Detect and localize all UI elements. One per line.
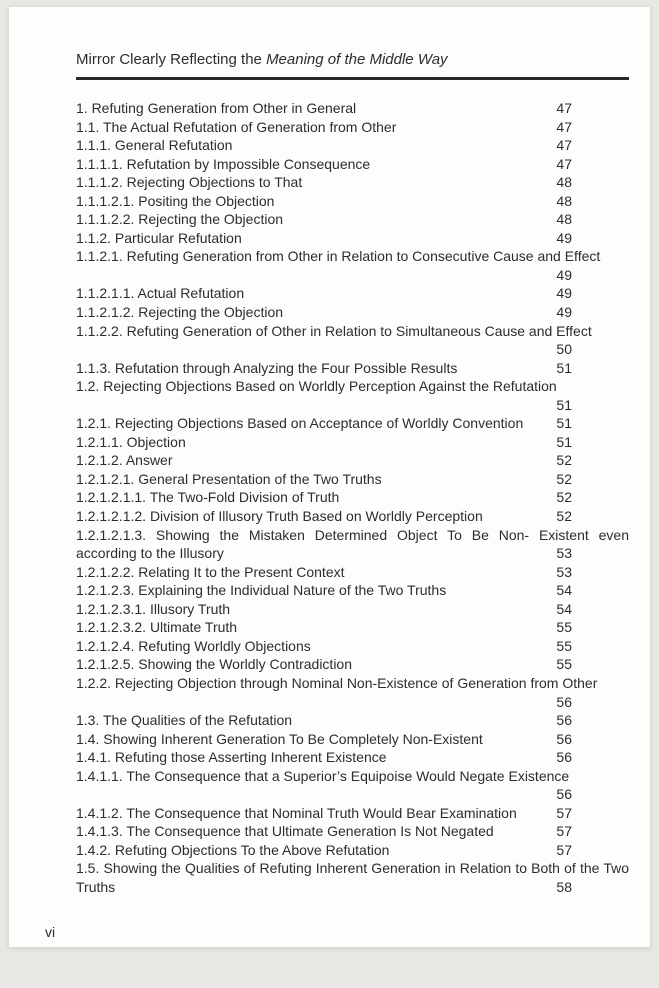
- toc-entry-page: 52: [556, 489, 572, 506]
- running-header-text: Mirror Clearly Reflecting the: [76, 51, 267, 68]
- toc-entry-page: 47: [556, 137, 572, 154]
- toc-entry: [76, 136, 629, 155]
- toc-entry: [76, 563, 629, 582]
- toc-entry: [76, 247, 629, 284]
- toc-entry-page: 47: [556, 100, 572, 116]
- toc-entry-page: 55: [556, 637, 572, 654]
- toc-entry: [76, 618, 629, 637]
- toc-entry: [76, 377, 629, 414]
- toc-entry-page: 48: [556, 211, 572, 228]
- toc-entry-page: 54: [556, 600, 572, 617]
- toc-entry-page: 52: [556, 470, 572, 487]
- toc-entry: [76, 637, 629, 656]
- toc-entry: [76, 433, 629, 452]
- toc-entry: [76, 173, 629, 192]
- toc-entry-label: 1.1.3. Refutation through Analyzing the Four Possible Results: [76, 359, 458, 376]
- toc-entry-page: 52: [556, 508, 572, 525]
- toc-entry-page: 56: [556, 693, 572, 710]
- toc-entry: [76, 155, 629, 174]
- toc-entry-label: 1.2. Rejecting Objections Based on Worldly Perception Against the Refutation: [76, 378, 557, 395]
- toc-entry-label: 1.1. The Actual Refutation of Generation from Other: [76, 118, 397, 135]
- toc-entry-page: 56: [556, 712, 572, 729]
- toc-entry: [76, 210, 629, 229]
- toc-entry: [76, 192, 629, 211]
- toc-entry-page: 51: [556, 396, 572, 413]
- toc-entry: [76, 674, 629, 711]
- toc-entry: [76, 118, 629, 137]
- toc-entry-label: 1.4.1. Refuting those Asserting Inherent Existence: [76, 749, 387, 766]
- toc-entry-label: 1.2.1.1. Objection: [76, 433, 186, 450]
- toc-entry-page: 55: [556, 619, 572, 636]
- book-page: [8, 6, 651, 948]
- toc-entry: [76, 229, 629, 248]
- toc-entry-page: 49: [556, 266, 572, 283]
- toc-entry: [76, 322, 629, 359]
- toc-entry-page: 47: [556, 118, 572, 135]
- toc-entry: [76, 303, 629, 322]
- toc-entry-label: 1.2.1.2.1.3. Showing the Mistaken Determined Object To Be Non- Existent even according to the Illusory: [76, 526, 629, 562]
- toc-entry-page: 48: [556, 192, 572, 209]
- toc-entry-label: 1.4. Showing Inherent Generation To Be Completely Non-Existent: [76, 730, 483, 747]
- toc-entry: [76, 284, 629, 303]
- toc-entry-page: 49: [556, 285, 572, 302]
- toc-entry-label: 1.2.2. Rejecting Objection through Nominal Non-Existence of Generation from Other: [76, 674, 598, 691]
- toc-entry-label: 1.2.1.2.3.1. Illusory Truth: [76, 600, 231, 617]
- toc-entry-page: 56: [556, 786, 572, 803]
- toc-entry-page: 53: [556, 563, 572, 580]
- toc-entry-page: 49: [556, 229, 572, 246]
- toc-entry: [76, 526, 629, 563]
- toc-entry-page: 56: [556, 730, 572, 747]
- toc-entry-label: 1.2.1.2.2. Relating It to the Present Context: [76, 563, 345, 580]
- toc-entry-page: 51: [556, 433, 572, 450]
- toc-entry-label: 1.4.1.2. The Consequence that Nominal Truth Would Bear Examination: [76, 804, 517, 821]
- toc-entry-label: 1.4.1.3. The Consequence that Ultimate Generation Is Not Negated: [76, 823, 494, 840]
- page-content: [76, 49, 629, 897]
- toc-entry-page: 48: [556, 174, 572, 191]
- toc-entry: [76, 730, 629, 749]
- toc-entry-page: 52: [556, 452, 572, 469]
- toc-entry-label: 1.1.1.2.2. Rejecting the Objection: [76, 211, 284, 228]
- toc-entry-label: 1.1.1.2.1. Positing the Objection: [76, 192, 275, 209]
- toc-entry-label: 1.1.2.1.2. Rejecting the Objection: [76, 304, 284, 321]
- toc-entry-page: 55: [556, 656, 572, 673]
- toc-entry: [76, 822, 629, 841]
- toc-entry-label: 1.2.1.2.1.1. The Two-Fold Division of Truth: [76, 489, 340, 506]
- toc-entry: [76, 655, 629, 674]
- toc-entry: [76, 470, 629, 489]
- toc-entry-page: 51: [556, 415, 572, 432]
- toc-entry: [76, 804, 629, 823]
- toc-entry-label: 1.1.2. Particular Refutation: [76, 229, 242, 246]
- toc-entry-label: 1.1.1. General Refutation: [76, 137, 233, 154]
- folio-page-number: vi: [45, 924, 56, 940]
- toc-entry-page: 50: [556, 341, 572, 358]
- toc-entry: [76, 748, 629, 767]
- header-rule: [76, 77, 629, 80]
- toc-entry-page: 54: [556, 582, 572, 599]
- toc-entry: [76, 859, 629, 896]
- toc-entry: [76, 841, 629, 860]
- toc-entry-label: 1. Refuting Generation from Other in General: [76, 100, 357, 116]
- toc-entry-page: 53: [556, 545, 572, 562]
- toc-entry: [76, 451, 629, 470]
- toc-entry-label: 1.2.1.2.1.2. Division of Illusory Truth Based on Worldly Perception: [76, 508, 483, 525]
- toc-entry-label: 1.4.1.1. The Consequence that a Superior’s Equipoise Would Negate Existence: [76, 767, 570, 784]
- toc-entry-page: 51: [556, 359, 572, 376]
- toc-entry-label: 1.1.2.2. Refuting Generation of Other in Relation to Simultaneous Cause and Effect: [76, 322, 592, 339]
- toc-entry-page: 58: [556, 878, 572, 895]
- toc-entry-label: 1.1.1.1. Refutation by Impossible Consequence: [76, 155, 371, 172]
- toc-entry: [76, 99, 629, 118]
- toc-entry-label: 1.2.1.2. Answer: [76, 452, 173, 469]
- toc-entry-page: 57: [556, 823, 572, 840]
- toc-entry-page: 56: [556, 749, 572, 766]
- toc-entry: [76, 507, 629, 526]
- toc-entry-label: 1.5. Showing the Qualities of Refuting Inherent Generation in Relation to Both of the Two Truths: [76, 860, 629, 895]
- toc-entry-label: 1.2.1.2.3. Explaining the Individual Nature of the Two Truths: [76, 582, 447, 599]
- toc-entry-page: 47: [556, 155, 572, 172]
- toc-entry-label: 1.1.1.2. Rejecting Objections to That: [76, 174, 303, 191]
- running-header-book-title: Meaning of the Middle Way: [266, 51, 448, 68]
- toc-entry-label: 1.2.1.2.4. Refuting Worldly Objections: [76, 637, 311, 654]
- toc-entry-label: 1.1.2.1. Refuting Generation from Other in Relation to Consecutive Cause and Effect: [76, 248, 601, 265]
- table-of-contents: [76, 99, 629, 897]
- toc-entry: [76, 488, 629, 507]
- toc-entry-page: 57: [556, 841, 572, 858]
- toc-entry: [76, 414, 629, 433]
- toc-entry: [76, 767, 629, 804]
- toc-entry-label: 1.2.1.2.1. General Presentation of the Two Truths: [76, 470, 382, 487]
- toc-entry-label: 1.1.2.1.1. Actual Refutation: [76, 285, 245, 302]
- toc-entry-label: 1.2.1.2.5. Showing the Worldly Contradiction: [76, 656, 353, 673]
- toc-entry-label: 1.2.1.2.3.2. Ultimate Truth: [76, 619, 238, 636]
- toc-entry: [76, 711, 629, 730]
- toc-entry-label: 1.3. The Qualities of the Refutation: [76, 712, 293, 729]
- toc-entry-page: 57: [556, 804, 572, 821]
- toc-entry-page: 49: [556, 304, 572, 321]
- toc-entry: [76, 581, 629, 600]
- toc-entry: [76, 359, 629, 378]
- toc-entry: [76, 600, 629, 619]
- toc-entry-label: 1.4.2. Refuting Objections To the Above Refutation: [76, 841, 390, 858]
- running-header: [76, 49, 629, 71]
- toc-entry-label: 1.2.1. Rejecting Objections Based on Acceptance of Worldly Convention: [76, 415, 524, 432]
